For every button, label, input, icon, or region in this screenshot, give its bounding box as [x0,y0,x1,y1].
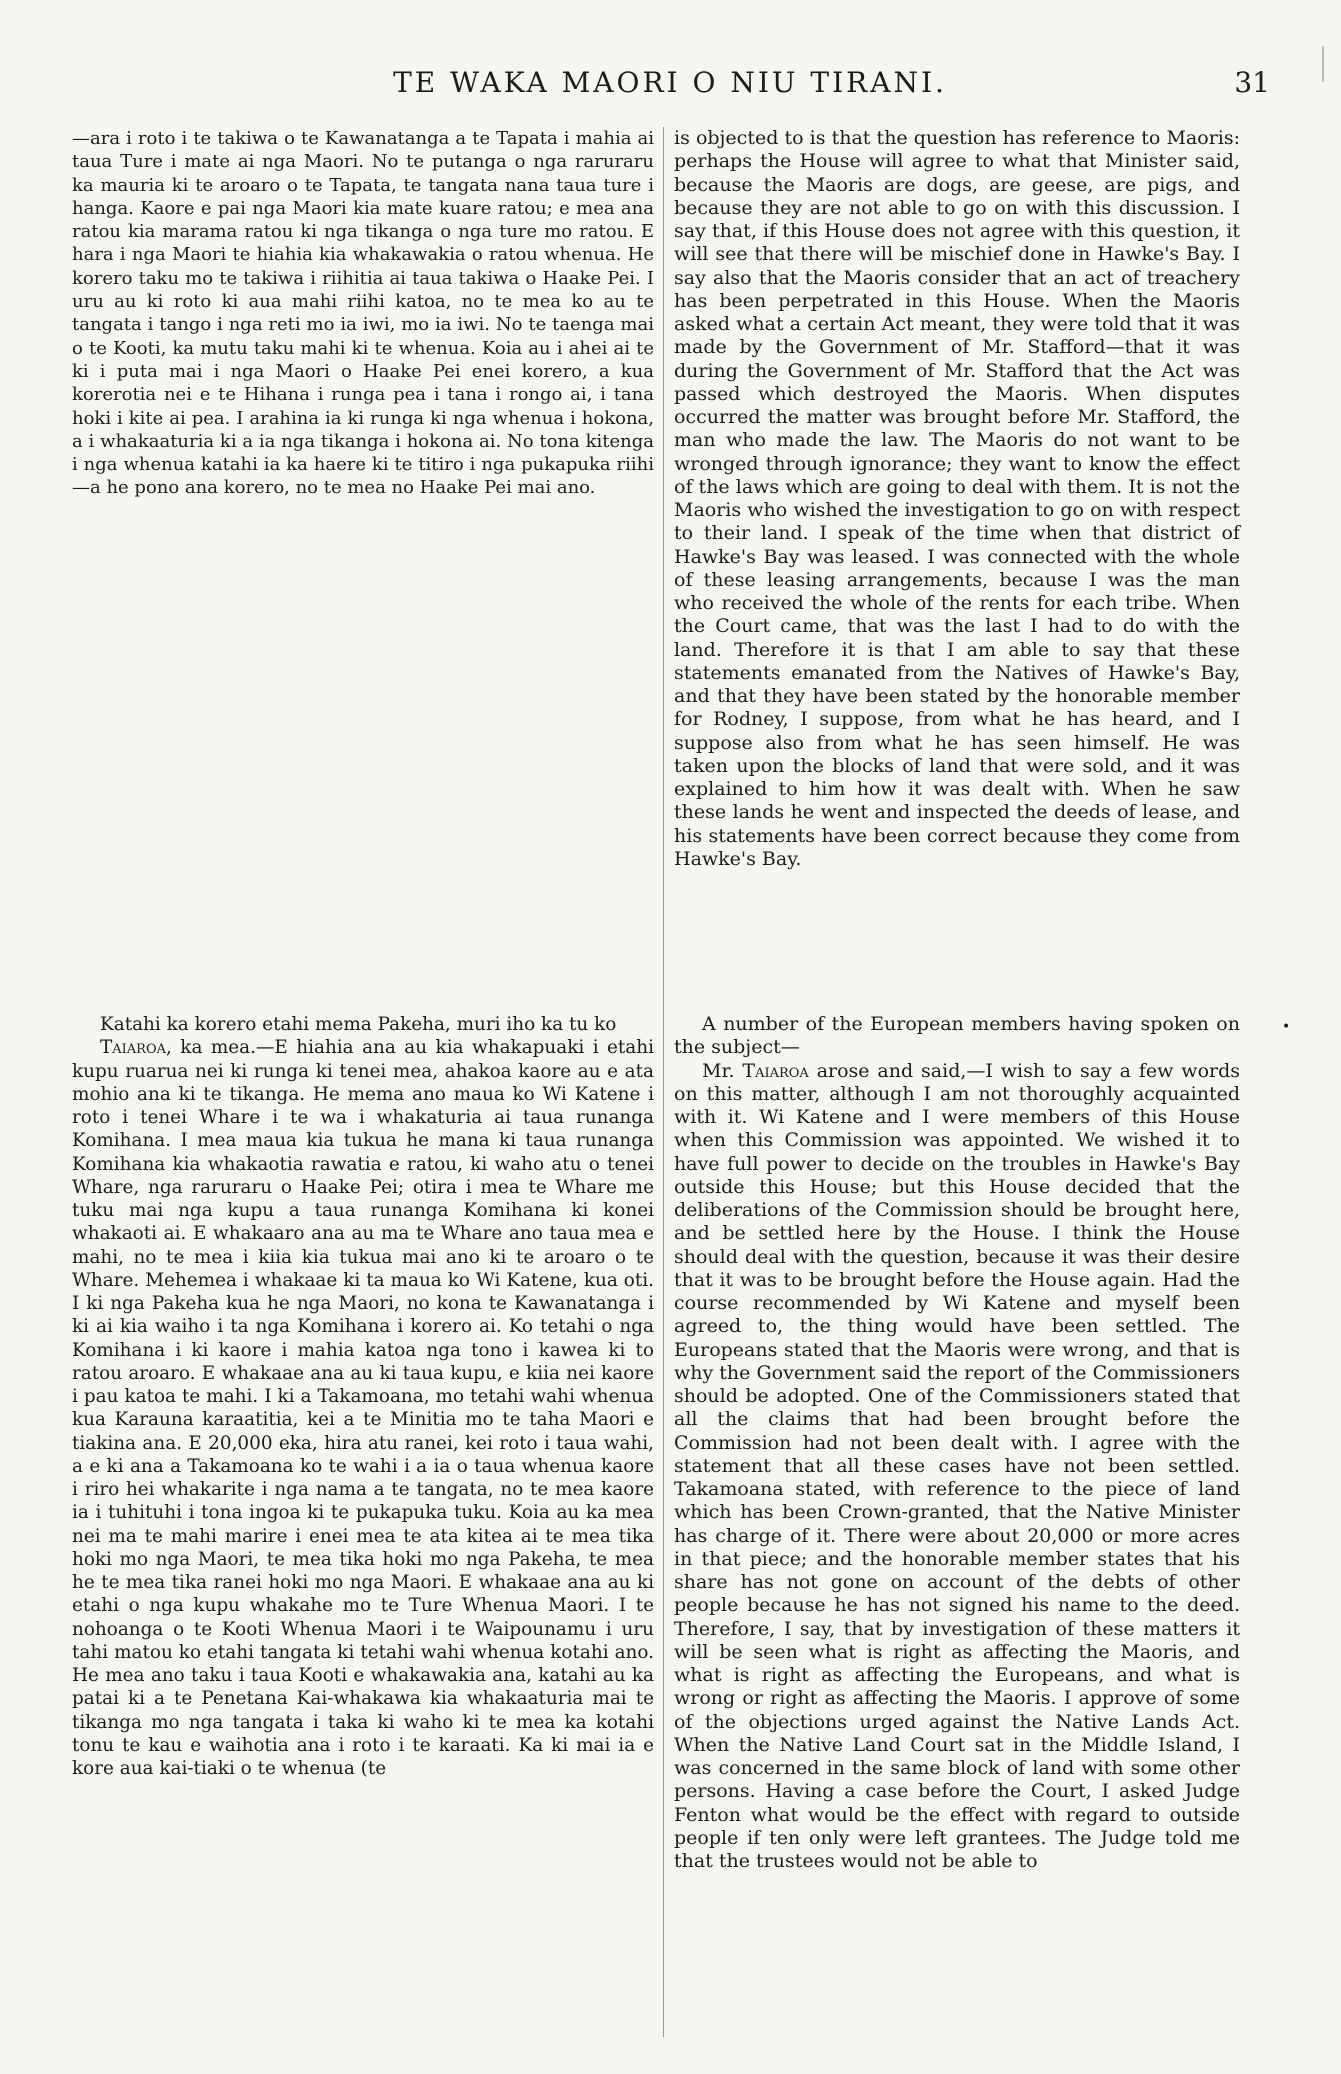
english-column-top [674,127,1240,871]
running-head [70,66,1270,106]
maori-intro: Katahi ka korero etahi mema Pakeha, muri iho ka tu ko [100,1014,617,1035]
margin-mark [1322,46,1324,82]
maori-column-top [72,127,654,500]
english-paragraph-1: is objected to is that the question has reference to Maoris: perhaps the House will agree to what that Minister said, because the Maoris are dogs, are geese, are pigs, and because they are not able to go on with this discussion. I say that, if this House does not agree with this question, it will see that there will be mischief done in Hawke's Bay. I say also that the Maoris consider that an act of treachery has been perpetrated in this House. When the Maoris asked what a certain Act meant, they were told that it was made by the Government of Mr. Stafford—that it was during the Government of Mr. Stafford that the Act was passed which destroyed the Maoris. When disputes occurred the matter was brought before Mr. Stafford, the man who made the law. The Maoris do not want to be wronged through ignorance; they want to know the effect of the laws which are going to deal with them. It is not the Maoris who wished the investigation to go on with respect to their land. I speak of the time when that district of Hawke's Bay was leased. I was connected with the whole of these leasing arrangements, because I was the man who received the whole of the rents for each tribe. When the Court came, that was the last I had to do with the land. Therefore it is that I am able to say that these statements emanated from the Natives of Hawke's Bay, and that they have been stated by the honorable member for Rodney, I suppose, from what he has heard, and I suppose also from what he has seen himself. He was taken upon the blocks of land that were sold, and it was explained to him how it was dealt with. When he saw these lands he went and inspected the deeds of lease, and his statements have been correct because they come from Hawke's Bay. [674,127,1240,870]
maori-speech-body: , ka mea.—E hiahia ana au kia whakapuaki i etahi kupu ruarua nei ki runga ki tenei mea, ahakoa kaore au e ata mohio ana ki te tikanga. He mema ano maua ko Wi Katene i roto i tenei Whare i te wa i whakaturia ai taua runanga Komihana. I mea maua kia tukua he mana ki taua runanga Komihana kia whakaotia rawatia e ratou, ki waho atu o tenei Whare, nga raruraru o Haake Pei; otira i mea te Whare me tuku mai nga kupu a taua runanga Komihana ki konei whakaoti ai. E whakaaro ana au ma te Whare ano taua mea e mahi, no te mea i kiia kia tukua mai ano ki te aroaro o te Whare. Mehemea i whakaae ki ta maua ko Wi Katene, kua oti. I ki nga Pakeha kua he nga Maori, no kona te Kawanatanga i ki ai kia waiho i ta nga Komihana i korero ai. Ko tetahi o nga Komihana i ki kaore i mahia katoa nga tono i kawea ki to ratou aroaro. E whakaae ana au ki taua kupu, e kiia nei kaore i pau katoa te mahi. I ki a Takamoana, mo tetahi wahi whenua kua Karauna karaatitia, kei a te Minitia mo te taha Maori e tiakina ana. E 20,000 eka, hira atu ranei, kei roto i taua wahi, a e ki ana a Takamoana ko te wahi i a ia o taua whenua kaore i riro hei whakarite i nga nama a te tangata, no te mea kaore ia i tuhituhi i tona ingoa ki te pukapuka tuku. Koia au ka mea nei ma te mahi marire i enei mea te ata kitea ai te mea tika hoki mo nga Maori, te mea tika hoki mo nga Pakeha, te mea he te mea tika ranei hoki mo nga Maori. E whakaae ana au ki etahi o nga kupu whakahe mo te Ture Whenua Maori. I te nohoanga o te Kooti Whenua Maori i te Waipounamu i uru tahi matou ko etahi tangata ki tetahi wahi whenua kotahi ano. He mea ano taku i taua Kooti e whakawakia ana, katahi au ka patai ki a te Penetana Kai-whakawa kia whakaaturia mai te tikanga mo nga tangata i taka ki waho ki te mea ka kotahi tonu te kau e waihotia ana i roto i te karaati. Ka ki mai ia e kore aua kai-tiaki o te whenua (te [72,1037,654,1779]
column-divider [663,127,664,2037]
english-column-bottom [674,1013,1240,1873]
maori-paragraph-1: —ara i roto i te takiwa o te Kawanatanga a te Tapata i mahia ai taua Ture i mate ai nga Maori. No te putanga o nga raruraru ka mauria ki te aroaro o te Tapata, te tangata nana taua ture i hanga. Kaore e pai nga Maori kia mate kuare ratou; e mea ana ratou kia marama ratou ki nga tikanga o nga ture mo ratou. E hara i nga Maori te hiahia kia whakawakia o ratou whenua. He korero taku mo te takiwa i riihitia ai taua takiwa o Haake Pei. I uru au ki roto ki aua mahi riihi katoa, no te mea ko au te tangata i tango i nga reti mo ia iwi, mo ia iwi. No te taenga mai o te Kooti, ka mutu taku mahi ki te whenua. Koia au i ahei ai te ki i puta mai i nga Maori o Haake Pei enei korero, a kua korerotia nei e te Hihana i runga pea i tana i rongo ai, i tana hoki i kite ai pea. I arahina ia ki runga ki nga whenua i hokona, a i whakaaturia ki a ia nga tikanga i hokona ai. No tona kitenga i nga whenua katahi ia ka haere ki te titiro i nga pukapuka riihi—a he pono ana korero, no te mea no Haake Pei mai ano. [72,128,654,499]
english-intro: A number of the European members having spoken on the subject— [674,1013,1240,1059]
margin-dot: • [1282,1019,1291,1035]
speaker-prefix: Mr. [702,1059,743,1082]
speaker-name: Taiaroa [100,1037,167,1059]
english-speech [674,1060,1240,1874]
page-title: TE WAKA MAORI O NIU TIRANI. [393,66,947,99]
maori-speech [72,1036,654,1780]
maori-column-bottom [72,1013,654,1780]
page-number: 31 [1234,66,1270,99]
speaker-name: Taiaroa [742,1059,809,1082]
english-speech-body: arose and said,—I wish to say a few words on this matter, although I am not thoroughly acquainted with it. Wi Katene and I were members of this House when this Commission was appointed. We wished it to have full power to decide on the troubles in Hawke's Bay outside this House; but this House decided that the deliberations of the Commission should be brought here, and be settled here by the House. I think the House should deal with the question, because it was their desire that it was to be brought before the House again. Had the course recommended by Wi Katene and myself been agreed to, the thing would have been settled. The Europeans stated that the Maoris were wrong, and that is why the Government said the report of the Commissioners should be adopted. One of the Commissioners stated that all the claims that had been brought before the Commission had not been dealt with. I agree with the statement that all these cases have not been settled. Takamoana stated, with reference to the piece of land which has been Crown-granted, that the Native Minister has charge of it. There were about 20,000 or more acres in that piece; and the honorable member states that his share has not gone on account of the debts of other people because he has not signed his name to the deed. Therefore, I say, that by investigation of these matters it will be seen what is right as affecting the Maoris, and what is right as affecting the Europeans, and what is wrong or right as affecting the Maoris. I approve of some of the objections urged against the Native Lands Act. When the Native Land Court sat in the Middle Island, I was concerned in the same block of land with some other persons. Having a case before the Court, I asked Judge Fenton what would be the effect with regard to outside people if ten only were left grantees. The Judge told me that the trustees would not be able to [674,1059,1241,1872]
